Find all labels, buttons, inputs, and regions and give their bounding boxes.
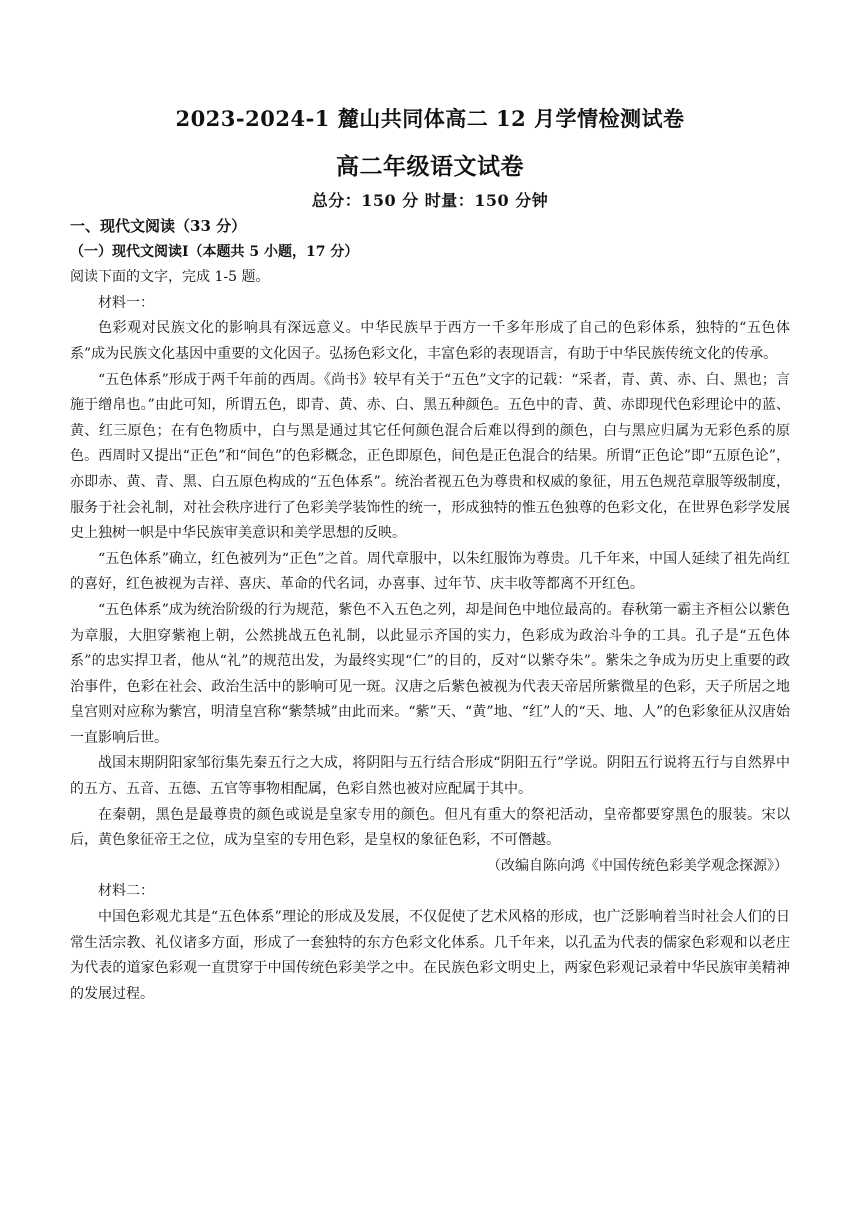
- instruction: 阅读下面的文字，完成 1-5 题。: [70, 269, 270, 286]
- exam-content: [70, 214, 790, 1007]
- material-label: 材料二：: [98, 883, 154, 900]
- paragraph: 战国末期阴阳家邹衍集先秦五行之大成，将阴阳与五行结合形成“阴阳五行”学说。阴阳五行说将五行与自然界中的五方、五音、五德、五官等事物相配属，色彩自然也被对应配属于其中。: [70, 755, 790, 798]
- paragraph: “五色体系”形成于两千年前的西周。《尚书》较早有关于“五色”文字的记载：“采者，青、黄、赤、白、黑也；言施于缯帛也。”由此可知，所谓五色，即青、黄、赤、白、黑五种颜色。五色中的青、黄、赤即现代色彩理论中的蓝、黄、红三原色；在有色物质中，白与黑是通过其它任何颜色混合后难以得到的颜色，白与黑应归属为无彩色系的原色。西周时又提出“正色”和“间色”的色彩概念，正色即原色，间色是正色混合的结果。所谓“正色论”即“五原色论”，亦即赤、黄、青、黑、白五原色构成的“五色体系”。统治者视五色为尊贵和权威的象征，用五色规范章服等级制度，服务于社会礼制，对社会秩序进行了色彩美学装饰性的统一，形成独特的惟五色独尊的色彩文化，在世界色彩学发展史上独树一帜是中华民族审美意识和美学思想的反映。: [70, 371, 790, 542]
- paragraph: 色彩观对民族文化的影响具有深远意义。中华民族早于西方一千多年形成了自己的色彩体系，独特的“五色体系”成为民族文化基因中重要的文化因子。弘扬色彩文化，丰富色彩的表现语言，有助于中华民族传统文化的传承。: [70, 320, 790, 362]
- paragraph: “五色体系”确立，红色被列为“正色”之首。周代章服中，以朱红服饰为尊贵。几千年来，中国人延续了祖先尚红的喜好，红色被视为吉祥、喜庆、革命的代名词，办喜事、过年节、庆丰收等都离不开红色。: [70, 550, 790, 593]
- subsection-heading: （一）现代文阅读Ⅰ（本题共 5 小题，17 分）: [70, 243, 359, 260]
- exam-title: 2023-2024-1 麓山共同体高二 12 月学情检测试卷: [175, 106, 685, 131]
- section-heading: 一、现代文阅读（33 分）: [70, 217, 247, 235]
- exam-meta: 总分：150 分 时量：150 分钟: [311, 191, 549, 210]
- paragraph: 中国色彩观尤其是“五色体系”理论的形成及发展，不仅促使了艺术风格的形成，也广泛影响着当时社会人们的日常生活宗教、礼仪诸多方面，形成了一套独特的东方色彩文化体系。几千年来，以孔孟为代表的儒家色彩观和以老庄为代表的道家色彩观一直贯穿于中国传统色彩美学之中。在民族色彩文明史上，两家色彩观记录着中华民族审美精神的发展过程。: [70, 909, 790, 1002]
- paragraph: 在秦朝，黑色是最尊贵的颜色或说是皇家专用的颜色。但凡有重大的祭祀活动，皇帝都要穿黑色的服装。宋以后，黄色象征帝王之位，成为皇室的专用色彩，是皇权的象征色彩，不可僭越。: [70, 806, 790, 849]
- source-citation: （改编自陈向鸿《中国传统色彩美学观念探源》）: [487, 857, 788, 874]
- material-label: 材料一：: [98, 294, 154, 311]
- exam-subtitle: 高二年级语文试卷: [336, 153, 524, 180]
- paragraph: “五色体系”成为统治阶级的行为规范，紫色不入五色之列，却是间色中地位最高的。春秋第一霸主齐桓公以紫色为章服，大胆穿紫袍上朝，公然挑战五色礼制，以此显示齐国的实力，色彩成为政治斗争的工具。孔子是“五色体系”的忠实捍卫者，他从“礼”的规范出发，为最终实现“仁”的目的，反对“以紫夺朱”。紫朱之争成为历史上重要的政治事件，色彩在社会、政治生活中的影响可见一斑。汉唐之后紫色被视为代表天帝居所紫微星的色彩，天子所居之地皇宫则对应称为紫宫，明清皇宫称“紫禁城”由此而来。“紫”天、“黄”地、“红”人的“天、地、人”的色彩象征从汉唐始一直影响后世。: [70, 601, 790, 746]
